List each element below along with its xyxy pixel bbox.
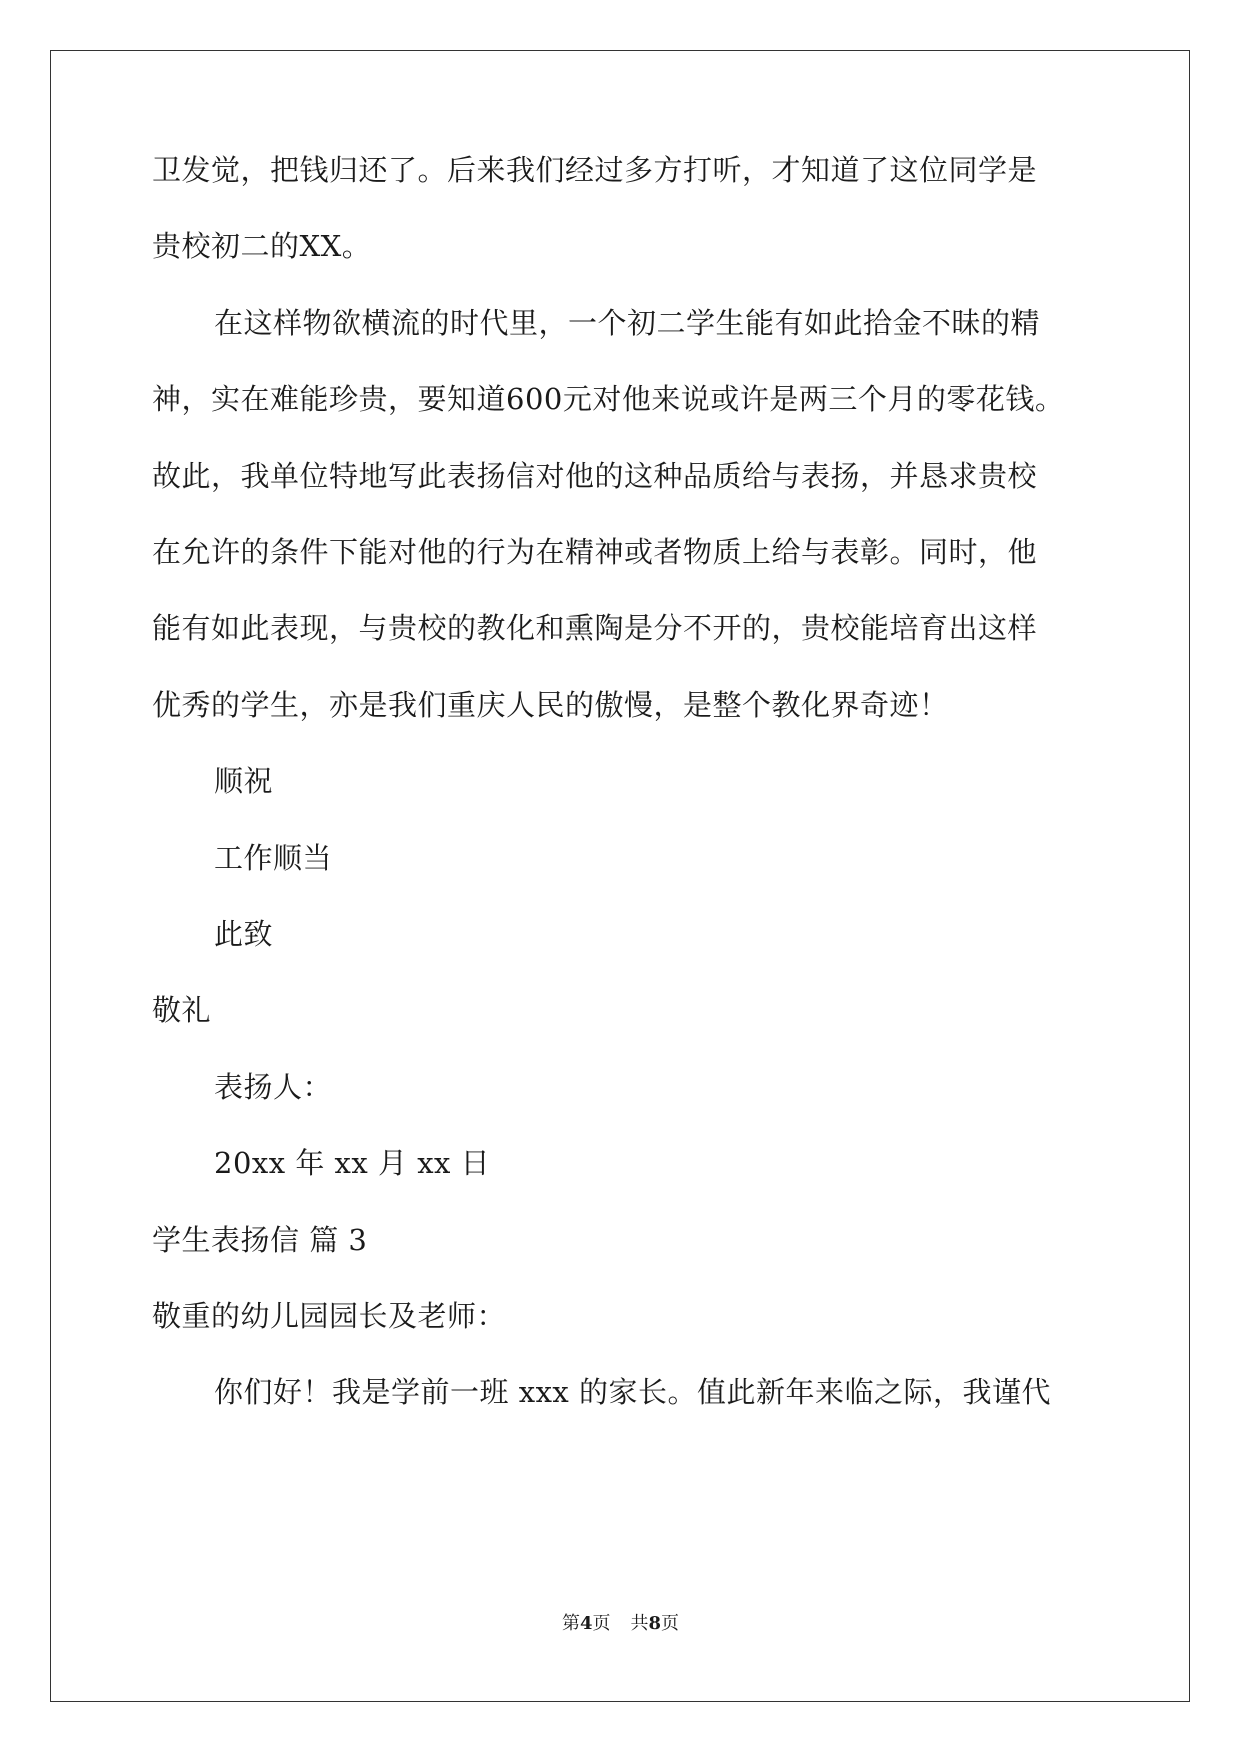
page-unit: 页	[592, 1613, 611, 1634]
total-prefix: 共	[630, 1613, 649, 1634]
page-total: 8	[648, 1613, 662, 1634]
text-line: 能有如此表现，与贵校的教化和熏陶是分不开的，贵校能培育出这样	[152, 611, 1038, 645]
salutation-end: 敬礼	[152, 993, 212, 1027]
paragraph-start: 在这样物欲横流的时代里，一个初二学生能有如此拾金不昧的精	[214, 306, 1041, 340]
page-prefix: 第	[561, 1613, 580, 1634]
section-title: 学生表扬信 篇 3	[152, 1223, 368, 1257]
text-line: 故此，我单位特地写此表扬信对他的这种品质给与表扬，并恳求贵校	[152, 459, 1038, 493]
total-unit: 页	[661, 1613, 680, 1634]
closing-wish-content: 工作顺当	[214, 841, 333, 875]
text-line: 在允许的条件下能对他的行为在精神或者物质上给与表彰。同时，他	[152, 535, 1038, 569]
signature-label: 表扬人：	[214, 1070, 333, 1104]
page-current: 4	[579, 1613, 593, 1634]
date-line: 20xx 年 xx 月 xx 日	[214, 1146, 491, 1180]
paragraph-start: 你们好！我是学前一班 xxx 的家长。值此新年来临之际，我谨代	[214, 1375, 1052, 1409]
closing-wish: 顺祝	[214, 764, 274, 798]
page-footer	[0, 1612, 1241, 1636]
text-line: 优秀的学生，亦是我们重庆人民的傲慢，是整个教化界奇迹！	[152, 688, 949, 722]
page-border	[50, 50, 1190, 1702]
text-line: 神，实在难能珍贵，要知道600元对他来说或许是两三个月的零花钱。	[152, 382, 1065, 416]
salutation: 此致	[214, 917, 274, 951]
text-line: 卫发觉，把钱归还了。后来我们经过多方打听，才知道了这位同学是	[152, 153, 1038, 187]
letter-greeting: 敬重的幼儿园园长及老师：	[152, 1299, 507, 1333]
text-line: 贵校初二的XX。	[152, 229, 372, 263]
